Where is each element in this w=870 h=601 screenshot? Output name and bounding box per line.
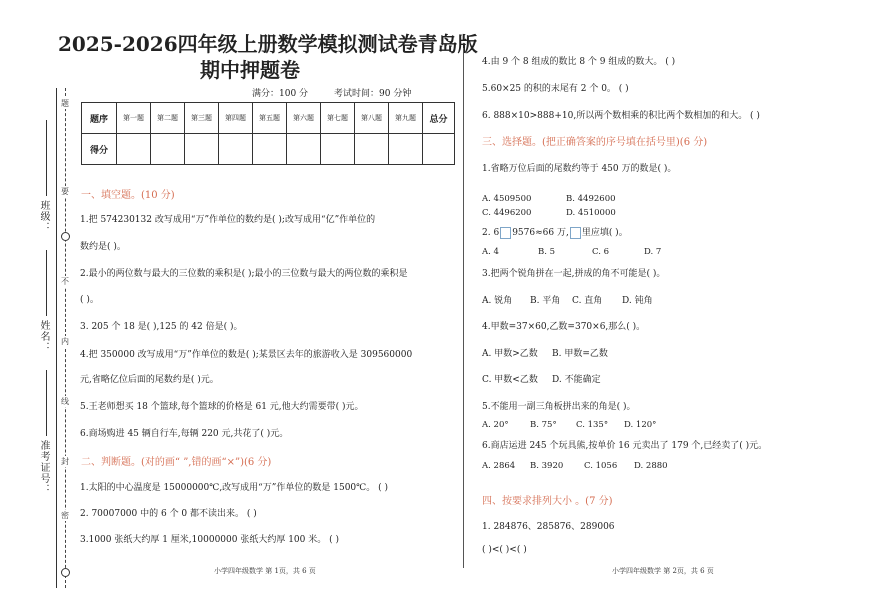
choice-q4-opt-b: B. 甲数=乙数 bbox=[552, 349, 608, 359]
choice-q5: 5.不能用一副三角板拼出来的角是( )。 bbox=[482, 402, 636, 412]
full-score: 满分：100 分 bbox=[252, 89, 309, 99]
fill-q2-line1: 2.最小的两位数与最大的三位数的乘积是( );最小的三位数与最大的两位数的乘积是 bbox=[80, 269, 408, 279]
choice-q2-post: 里应填( )。 bbox=[581, 228, 628, 238]
choice-q2 bbox=[482, 225, 628, 239]
page-subtitle: 期中押题卷 bbox=[200, 58, 300, 82]
choice-q3-opt-c: C. 直角 bbox=[572, 296, 603, 306]
score-cell[interactable] bbox=[423, 134, 455, 165]
score-row2-head: 得分 bbox=[82, 134, 117, 165]
footer-page-2: 小学四年级数学 第 2页，共 6 页 bbox=[612, 567, 714, 575]
choice-q5-opt-c: C. 135° bbox=[576, 420, 609, 430]
class-underline[interactable] bbox=[46, 120, 47, 196]
score-cell[interactable] bbox=[355, 134, 389, 165]
fill-q1-line2: 数约是( )。 bbox=[80, 242, 126, 252]
fill-q6: 6.商场购进 45 辆自行车,每辆 220 元,共花了( )元。 bbox=[80, 429, 289, 439]
cut-char-5: 线 bbox=[61, 397, 69, 406]
choice-q2-mid: 9576≈66 万, bbox=[512, 228, 569, 238]
choice-q1-opt-d: D. 4510000 bbox=[566, 208, 616, 218]
score-col-4: 第四题 bbox=[219, 103, 253, 134]
page-title: 2025-2026四年级上册数学模拟测试卷青岛版 bbox=[58, 32, 478, 56]
choice-q6-opt-d: D. 2880 bbox=[634, 461, 668, 471]
choice-q3-opt-d: D. 钝角 bbox=[622, 296, 653, 306]
choice-q6: 6.商店运进 245 个玩具熊,按单价 16 元卖出了 179 个,已经卖了( )元。 bbox=[482, 441, 768, 451]
score-col-8: 第八题 bbox=[355, 103, 389, 134]
choice-q3-opt-a: A. 锐角 bbox=[482, 296, 513, 306]
choice-q1-opt-c: C. 4496200 bbox=[482, 208, 532, 218]
score-cell[interactable] bbox=[253, 134, 287, 165]
footer-page-1: 小学四年级数学 第 1页，共 6 页 bbox=[214, 567, 316, 575]
section-fill-blank: 一、填空题。(10 分) bbox=[81, 190, 175, 201]
choice-q6-opt-a: A. 2864 bbox=[482, 461, 516, 471]
cut-char-2: 要 bbox=[61, 187, 69, 196]
choice-q2-pre: 2. 6 bbox=[482, 228, 500, 238]
score-cell[interactable] bbox=[287, 134, 321, 165]
score-col-5: 第五题 bbox=[253, 103, 287, 134]
score-total: 总分 bbox=[423, 103, 455, 134]
score-cell[interactable] bbox=[389, 134, 423, 165]
name-underline[interactable] bbox=[46, 250, 47, 316]
score-cell[interactable] bbox=[151, 134, 185, 165]
score-table bbox=[81, 102, 455, 165]
fill-q3: 3. 205 个 18 是( ),125 的 42 倍是( )。 bbox=[80, 322, 243, 332]
blank-box[interactable] bbox=[570, 227, 581, 239]
center-divider bbox=[463, 48, 464, 568]
cut-char-1: 题 bbox=[61, 99, 69, 108]
exam-time: 考试时间：90 分钟 bbox=[334, 89, 412, 99]
order-q1-blanks: ( )<( )<( ) bbox=[482, 545, 527, 555]
fill-q4-line1: 4.把 350000 改写成用“万”作单位的数是( );某景区去年的旅游收入是 309560000 bbox=[80, 350, 413, 360]
cut-char-6: 封 bbox=[61, 457, 69, 466]
tf-q2: 2. 70007000 中的 6 个 0 都不读出来。 ( ) bbox=[80, 509, 257, 519]
choice-q5-opt-a: A. 20° bbox=[482, 420, 509, 430]
binding-circle-top bbox=[61, 232, 70, 241]
choice-q4-opt-d: D. 不能确定 bbox=[552, 375, 601, 385]
tf-q4: 4.由 9 个 8 组成的数比 8 个 9 组成的数大。 ( ) bbox=[482, 57, 676, 67]
choice-q6-opt-c: C. 1056 bbox=[584, 461, 618, 471]
score-col-1: 第一题 bbox=[117, 103, 151, 134]
cut-char-3: 不 bbox=[61, 277, 69, 286]
cut-char-7: 密 bbox=[61, 511, 69, 520]
choice-q3: 3.把两个锐角拼在一起,拼成的角不可能是( )。 bbox=[482, 269, 666, 279]
score-cell[interactable] bbox=[219, 134, 253, 165]
choice-q1: 1.省略万位后面的尾数约等于 450 万的数是( )。 bbox=[482, 164, 677, 174]
score-row-head: 题序 bbox=[82, 103, 117, 134]
choice-q1-opt-b: B. 4492600 bbox=[566, 194, 616, 204]
score-col-3: 第三题 bbox=[185, 103, 219, 134]
id-underline[interactable] bbox=[46, 370, 47, 436]
choice-q3-opt-b: B. 平角 bbox=[530, 296, 561, 306]
score-col-7: 第七题 bbox=[321, 103, 355, 134]
choice-q5-opt-b: B. 75° bbox=[530, 420, 557, 430]
fill-q2-line2: ( )。 bbox=[80, 295, 99, 305]
choice-q5-opt-d: D. 120° bbox=[624, 420, 657, 430]
tf-q1: 1.太阳的中心温度是 15000000℃,改写成用“万”作单位的数是 1500℃。 ( ) bbox=[80, 483, 388, 493]
choice-q2-opt-b: B. 5 bbox=[538, 247, 556, 257]
blank-box[interactable] bbox=[500, 227, 511, 239]
score-cell[interactable] bbox=[117, 134, 151, 165]
tf-q6: 6. 888×10>888+10,所以两个数相乘的积比两个数相加的和大。 ( ) bbox=[482, 111, 760, 121]
binding-circle-bottom bbox=[61, 568, 70, 577]
choice-q6-opt-b: B. 3920 bbox=[530, 461, 564, 471]
choice-q4: 4.甲数=37×60,乙数=370×6,那么( )。 bbox=[482, 322, 646, 332]
fill-q1-line1: 1.把 574230132 改写成用“万”作单位的数约是( );改写成用“亿”作单位的 bbox=[80, 215, 376, 225]
score-cell[interactable] bbox=[185, 134, 219, 165]
binding-solid-line bbox=[56, 88, 57, 588]
score-col-9: 第九题 bbox=[389, 103, 423, 134]
tf-q3: 3.1000 张纸大约厚 1 厘米,10000000 张纸大约厚 100 米。 ( ) bbox=[80, 535, 339, 545]
score-cell[interactable] bbox=[321, 134, 355, 165]
choice-q4-opt-c: C. 甲数<乙数 bbox=[482, 375, 538, 385]
fill-q4-line2: 元,省略亿位后面的尾数约是( )元。 bbox=[80, 375, 219, 385]
cut-char-4: 内 bbox=[61, 337, 69, 346]
score-col-6: 第六题 bbox=[287, 103, 321, 134]
section-ordering: 四、按要求排列大小 。(7 分) bbox=[482, 496, 613, 507]
choice-q2-opt-c: C. 6 bbox=[592, 247, 610, 257]
name-label: 姓名： bbox=[38, 320, 49, 353]
id-label: 准考证号： bbox=[38, 440, 49, 495]
section-choice: 三、选择题。(把正确答案的序号填在括号里)(6 分) bbox=[482, 137, 708, 148]
class-label: 班级： bbox=[38, 200, 49, 233]
tf-q5: 5.60×25 的积的末尾有 2 个 0。 ( ) bbox=[482, 84, 629, 94]
order-q1: 1. 284876、285876、289006 bbox=[482, 522, 615, 532]
section-true-false: 二、判断题。(对的画“ ”,错的画“×”)(6 分) bbox=[81, 457, 272, 468]
score-col-2: 第二题 bbox=[151, 103, 185, 134]
choice-q2-opt-d: D. 7 bbox=[644, 247, 662, 257]
choice-q2-opt-a: A. 4 bbox=[482, 247, 499, 257]
choice-q1-opt-a: A. 4509500 bbox=[482, 194, 532, 204]
choice-q4-opt-a: A. 甲数>乙数 bbox=[482, 349, 538, 359]
fill-q5: 5.王老师想买 18 个篮球,每个篮球的价格是 61 元,他大约需要带( )元。 bbox=[80, 402, 364, 412]
